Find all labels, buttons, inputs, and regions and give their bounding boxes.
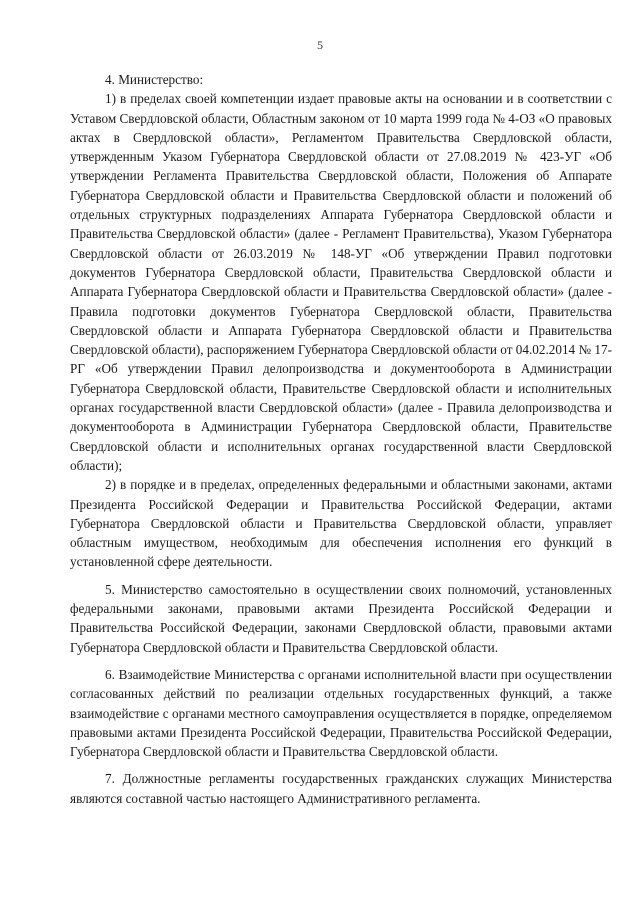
paragraph-point-6: 6. Взаимодействие Министерства с органами исполнительной власти при осуществлении согласованных действий по реализации отдельных государственных функций, а также взаимодействие с органами местного самоуправления осуществляется в порядке, определяемом правовыми актами Президента Российской Федерации, Правительства Российской Федерации, Губернатора Свердловской области и Правительства Свердловской области.: [70, 666, 612, 760]
paragraph-item-1: 1) в пределах своей компетенции издает правовые акты на основании и в соответствии с Уставом Свердловской области, Областным законом от 10 марта 1999 года № 4-ОЗ «О правовых актах в Свердловской области», Регламентом Правительства Свердловской области, утвержденным Указом Губернатора Свердловской области от 27.08.2019 № 423-УГ «Об утверждении Регламента Правительства Свердловской области, Положения об Аппарате Губернатора Свердловской области и Правительства Свердловской области и положений об отдельных структурных подразделениях Аппарата Губернатора Свердловской области и Правительства Свердловской области» (далее - Регламент Правительства), Указом Губернатора Свердловской области от 26.03.2019 № 148-УГ «Об утверждении Правил подготовки документов Губернатора Свердловской области, Правительства Свердловской области и Аппарата Губернатора Свердловской области и Правительства Свердловской области» (далее - Правила подготовки документов Губернатора Свердловской области, Правительства Свердловской области и Аппарата Губернатора Свердловской области и Правительства Свердловской области), распоряжением Губернатора Свердловской области от 04.02.2014 № 17-РГ «Об утверждении Правил делопроизводства и документооборота в Администрации Губернатора Свердловской области, Правительстве Свердловской области и исполнительных органах государственной власти Свердловской области» (далее - Правила делопроизводства и документооборота в Администрации Губернатора Свердловской области, Правительстве Свердловской области и исполнительных органах государственной власти Свердловской области);: [70, 91, 612, 473]
paragraph-item-2: 2) в порядке и в пределах, определенных федеральными и областными законами, актами Президента Российской Федерации и Правительства Российской Федерации, актами Губернатора Свердловской области и Правительства Свердловской области, управляет областным имуществом, необходимым для обеспечения исполнения его функций в установленной сфере деятельности.: [70, 477, 612, 570]
paragraph-point-7: 7. Должностные регламенты государственных гражданских служащих Министерства являются составной частью настоящего Административного регламента.: [70, 771, 612, 806]
paragraph-point-5: 5. Министерство самостоятельно в осуществлении своих полномочий, установленных федеральными законами, правовыми актами Президента Российской Федерации и Правительства Российской Федерации, законами Свердловской области, правовыми актами Губернатора Свердловской области и Правительства Свердловской области.: [70, 581, 612, 655]
section-heading: 4. Министерство:: [105, 72, 204, 87]
document-body: [70, 70, 612, 808]
page-number: 5: [317, 38, 323, 52]
